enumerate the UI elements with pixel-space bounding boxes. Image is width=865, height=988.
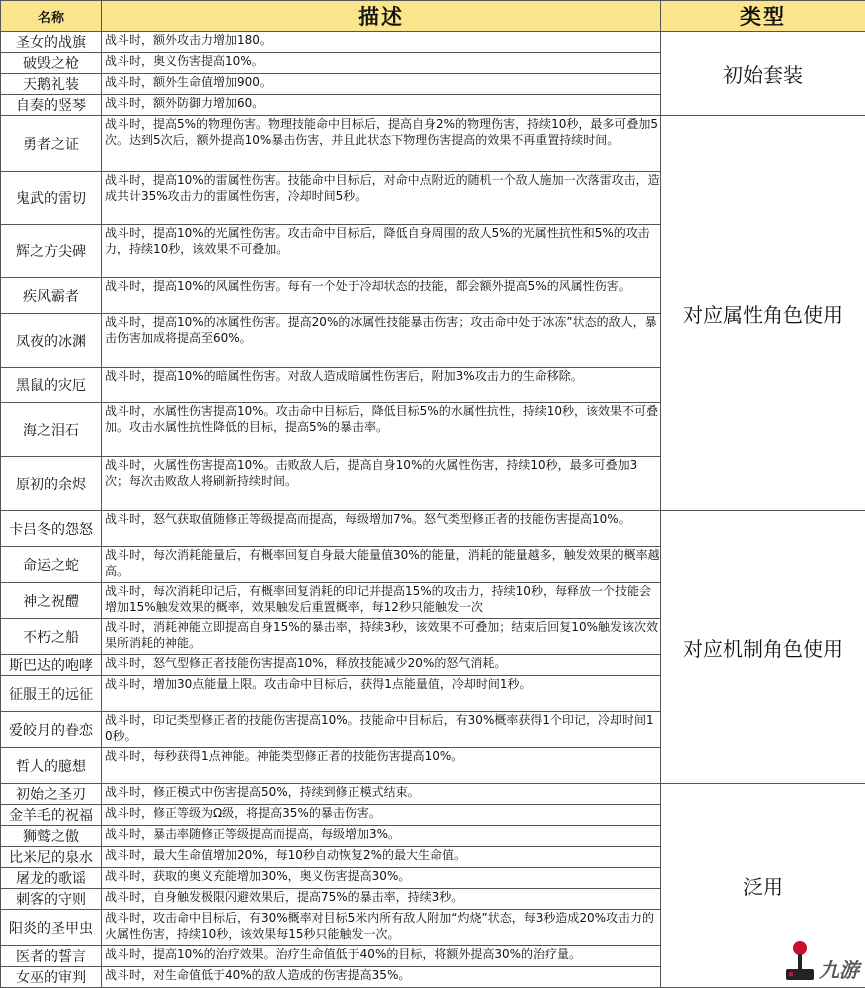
item-desc: 战斗时，自身触发极限闪避效果后，提高75%的暴击率，持续3秒。	[102, 889, 661, 910]
type-cell: 初始套装	[661, 32, 865, 116]
item-desc: 战斗时，水属性伤害提高10%。攻击命中目标后，降低目标5%的水属性抗性，持续10秒，该效果不可叠加。攻击水属性抗性降低的目标，提高5%的暴击率。	[102, 403, 661, 457]
item-name: 阳炎的圣甲虫	[1, 910, 102, 946]
item-desc: 战斗时，暴击率随修正等级提高而提高，每级增加3%。	[102, 826, 661, 847]
type-cell: 对应属性角色使用	[661, 116, 865, 511]
header-type: 类型	[661, 1, 865, 32]
item-desc: 战斗时，提高10%的风属性伤害。每有一个处于冷却状态的技能，都会额外提高5%的风属性伤害。	[102, 278, 661, 314]
table-row	[1, 32, 865, 53]
item-name: 天鹅礼装	[1, 74, 102, 95]
item-desc: 战斗时，怒气型修正者技能伤害提高10%，释放技能减少20%的怒气消耗。	[102, 655, 661, 676]
item-name: 女巫的审判	[1, 967, 102, 988]
item-name: 刺客的守则	[1, 889, 102, 910]
item-name: 海之泪石	[1, 403, 102, 457]
item-name: 破毁之枪	[1, 53, 102, 74]
table-row	[1, 116, 865, 172]
item-desc: 战斗时，攻击命中目标后，有30%概率对目标5米内所有敌人附加“灼烧”状态，每3秒造成20%攻击力的火属性伤害，持续10秒，该效果每15秒只能触发一次。	[102, 910, 661, 946]
type-cell-label: 泛用	[743, 875, 783, 899]
item-name: 鬼武的雷切	[1, 172, 102, 225]
item-name: 自奏的竖琴	[1, 95, 102, 116]
item-desc: 战斗时，提高10%的光属性伤害。攻击命中目标后，降低自身周围的敌人5%的光属性抗性和5%的攻击力，持续10秒，该效果不可叠加。	[102, 225, 661, 278]
item-name: 疾风霸者	[1, 278, 102, 314]
item-desc: 战斗时，额外攻击力增加180。	[102, 32, 661, 53]
item-desc: 战斗时，火属性伤害提高10%。击败敌人后，提高自身10%的火属性伤害，持续10秒，最多可叠加3次；每次击败敌人将刷新持续时间。	[102, 457, 661, 511]
item-desc: 战斗时，最大生命值增加20%，每10秒自动恢复2%的最大生命值。	[102, 847, 661, 868]
item-desc: 战斗时，对生命值低于40%的敌人造成的伤害提高35%。	[102, 967, 661, 988]
item-name: 爱皎月的眷恋	[1, 712, 102, 748]
item-desc: 战斗时，获取的奥义充能增加30%，奥义伤害提高30%。	[102, 868, 661, 889]
item-desc: 战斗时，消耗神能立即提高自身15%的暴击率，持续3秒，该效果不可叠加；结束后回复10%触发该次效果所消耗的神能。	[102, 619, 661, 655]
item-name: 哲人的臆想	[1, 748, 102, 784]
item-desc: 战斗时，奥义伤害提高10%。	[102, 53, 661, 74]
item-name: 圣女的战旗	[1, 32, 102, 53]
item-name: 金羊毛的祝福	[1, 805, 102, 826]
type-cell	[661, 784, 865, 988]
item-desc: 战斗时，印记类型修正者的技能伤害提高10%。技能命中目标后，有30%概率获得1个印记，冷却时间10秒。	[102, 712, 661, 748]
item-desc: 战斗时，提高10%的暗属性伤害。对敌人造成暗属性伤害后，附加3%攻击力的生命移除。	[102, 368, 661, 403]
header-name: 名称	[1, 1, 102, 32]
item-name: 征服王的远征	[1, 676, 102, 712]
item-desc: 战斗时，修正等级为Ω级，将提高35%的暴击伤害。	[102, 805, 661, 826]
item-desc: 战斗时，每次消耗能量后，有概率回复自身最大能量值30%的能量，消耗的能量越多，触发效果的概率越高。	[102, 547, 661, 583]
type-cell: 对应机制角色使用	[661, 511, 865, 784]
item-name: 屠龙的歌谣	[1, 868, 102, 889]
item-desc: 战斗时，额外生命值增加900。	[102, 74, 661, 95]
item-desc: 战斗时，额外防御力增加60。	[102, 95, 661, 116]
item-name: 狮鹫之傲	[1, 826, 102, 847]
header-desc: 描述	[102, 1, 661, 32]
item-name: 初始之圣刃	[1, 784, 102, 805]
item-name: 凤夜的冰渊	[1, 314, 102, 368]
item-name: 卡吕冬的怨怒	[1, 511, 102, 547]
item-desc: 战斗时，提高10%的雷属性伤害。技能命中目标后，对命中点附近的随机一个敌人施加一次落雷攻击，造成共计35%攻击力的雷属性伤害，冷却时间5秒。	[102, 172, 661, 225]
table-row	[1, 784, 865, 805]
item-desc: 战斗时，提高10%的治疗效果。治疗生命值低于40%的目标，将额外提高30%的治疗量。	[102, 946, 661, 967]
watermark	[783, 939, 859, 983]
item-name: 勇者之证	[1, 116, 102, 172]
item-desc: 战斗时，提高10%的冰属性伤害。提高20%的冰属性技能暴击伤害；攻击命中处于冰冻”状态的敌人，暴击伤害加成将提高至60%。	[102, 314, 661, 368]
item-desc: 战斗时，提高5%的物理伤害。物理技能命中目标后，提高自身2%的物理伤害，持续10秒，最多可叠加5次。达到5次后，额外提高10%暴击伤害，并且此状态下物理伤害提高的效果不再重置持续时间。	[102, 116, 661, 172]
item-name: 斯巴达的咆哮	[1, 655, 102, 676]
header-row	[1, 1, 865, 32]
joystick-logo-icon	[783, 939, 817, 983]
item-desc: 战斗时，修正模式中伤害提高50%，持续到修正模式结束。	[102, 784, 661, 805]
item-desc: 战斗时，每秒获得1点神能。神能类型修正者的技能伤害提高10%。	[102, 748, 661, 784]
table-row	[1, 511, 865, 547]
item-desc: 战斗时，怒气获取值随修正等级提高而提高，每级增加7%。怒气类型修正者的技能伤害提高10%。	[102, 511, 661, 547]
item-name: 医者的誓言	[1, 946, 102, 967]
item-name: 原初的余烬	[1, 457, 102, 511]
item-name: 不朽之船	[1, 619, 102, 655]
item-name: 比米尼的泉水	[1, 847, 102, 868]
item-name: 辉之方尖碑	[1, 225, 102, 278]
item-desc: 战斗时，每次消耗印记后，有概率回复消耗的印记并提高15%的攻击力，持续10秒，每释放一个技能会增加15%触发效果的概率，效果触发后重置概率，每12秒只能触发一次	[102, 583, 661, 619]
watermark-text: 九游	[819, 954, 859, 983]
item-desc: 战斗时，增加30点能量上限。攻击命中目标后，获得1点能量值，冷却时间1秒。	[102, 676, 661, 712]
item-name: 命运之蛇	[1, 547, 102, 583]
item-name: 神之祝醴	[1, 583, 102, 619]
item-name: 黑鼠的灾厄	[1, 368, 102, 403]
